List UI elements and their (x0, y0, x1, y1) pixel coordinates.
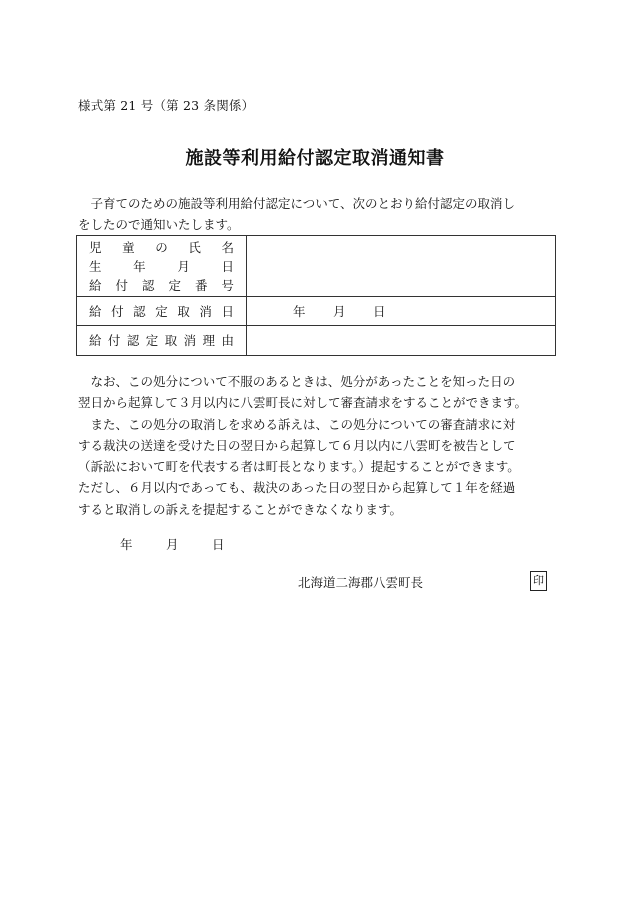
info-table (76, 235, 556, 356)
appeal-notice-paragraph (78, 371, 558, 520)
label-cell-child-info (77, 236, 247, 297)
label-cancel-date: 給 付 認 定 取 消 日 (89, 303, 234, 319)
intro-line: 子育てのための施設等利用給付認定について、次のとおり給付認定の取消し (78, 196, 516, 211)
cancel-date-blank (247, 302, 555, 320)
body-line: する裁決の送達を受けた日の翌日から起算して６月以内に八雲町を被告として (78, 437, 516, 453)
body-line: また、この処分の取消しを求める訴えは、この処分についての審査請求に対 (78, 416, 516, 432)
table-row-cancel-date (77, 297, 556, 326)
document-title: 施設等利用給付認定取消通知書 (185, 148, 445, 169)
body-line: なお、この処分について不服のあるときは、処分があったことを知った日の (78, 374, 516, 389)
body-line: 翌日から起算して３月以内に八雲町長に対して審査請求をすることができます。 (78, 395, 528, 411)
form-number: 様式第 21 号（第 23 条関係） (78, 98, 255, 113)
body-line: すると取消しの訴えを提起することができなくなります。 (78, 501, 403, 517)
value-cell-child-info (247, 236, 556, 297)
intro-paragraph (78, 193, 558, 235)
table-row-cancel-reason (77, 326, 556, 356)
day-unit: 日 (373, 304, 386, 319)
month-unit: 月 (165, 537, 179, 552)
label-cancel-reason: 給 付 認 定 取 消 理 由 (89, 333, 234, 348)
label-cell-cancel-date (77, 297, 247, 326)
label-child-name: 児 童 の 氏 名 (89, 239, 234, 255)
seal-mark: 印 (530, 571, 547, 591)
table-row-child-info (77, 236, 556, 297)
body-line: （訴訟において町を代表する者は町長となります。）提起することができます。 (78, 459, 520, 475)
value-cell-cancel-date (247, 297, 556, 326)
label-cell-cancel-reason (77, 326, 247, 356)
day-unit: 日 (211, 537, 225, 552)
year-unit: 年 (293, 304, 306, 319)
label-birth-date: 生 年 月 日 (89, 258, 234, 274)
body-line: ただし、６月以内であっても、裁決のあった日の翌日から起算して１年を経過 (78, 480, 516, 496)
signer-name: 北海道二海郡八雲町長 (298, 575, 424, 590)
month-unit: 月 (333, 304, 346, 319)
label-certification-number: 給 付 認 定 番 号 (89, 277, 234, 293)
year-unit: 年 (120, 537, 133, 552)
issue-date (120, 535, 224, 553)
intro-line: をしたので通知いたします。 (78, 217, 240, 232)
value-cell-cancel-reason (247, 326, 556, 356)
